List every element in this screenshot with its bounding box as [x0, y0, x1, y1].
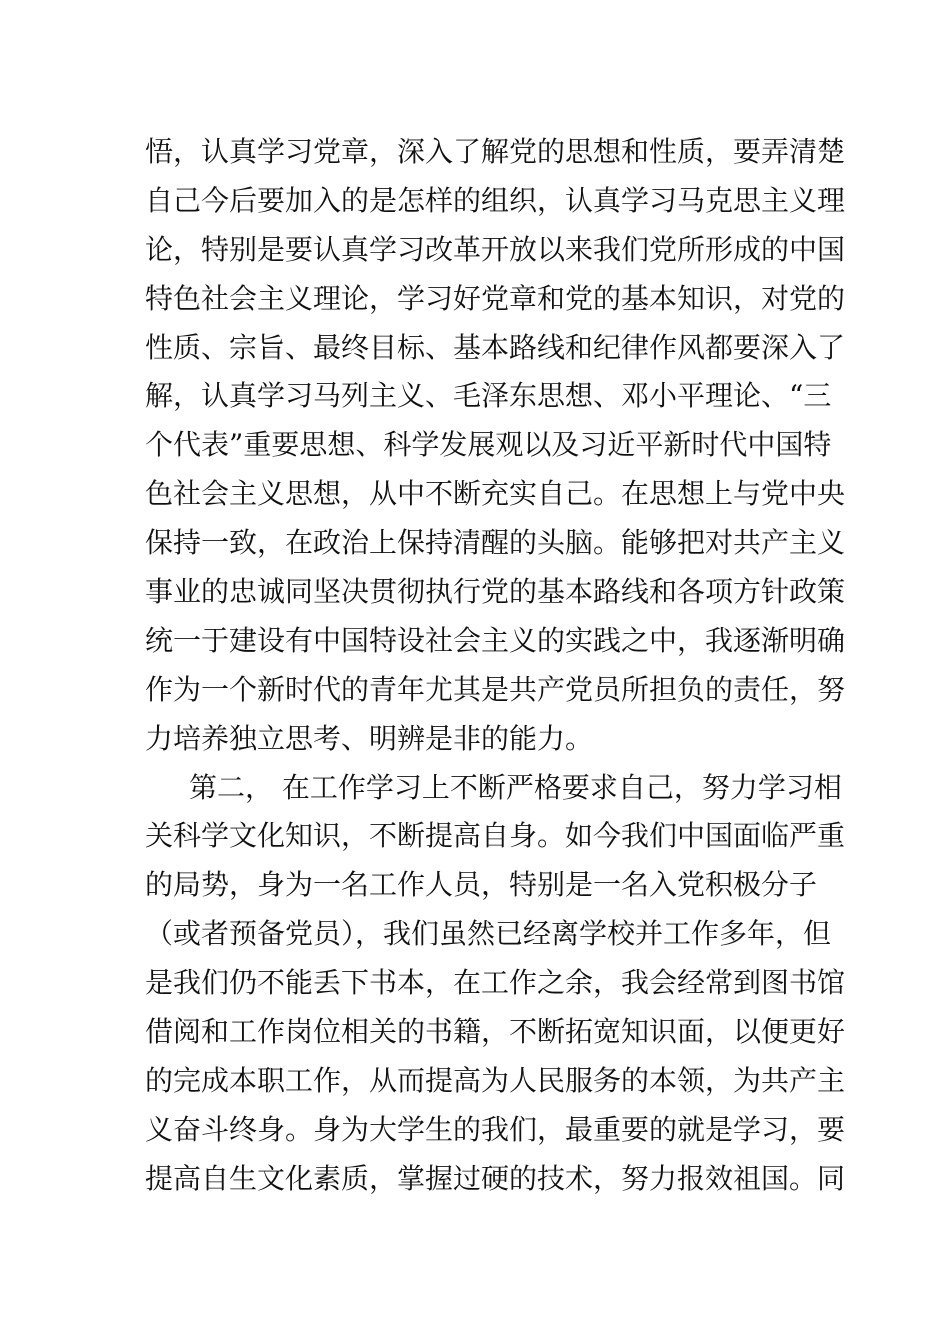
- text-line-22: 提高自生文化素质，掌握过硬的技术，努力报效祖国。同: [145, 1161, 846, 1195]
- text-line-18: 是我们仍不能丢下书本，在工作之余，我会经常到图书馆: [145, 966, 846, 1000]
- body-text: [145, 128, 846, 1204]
- text-line-21: 义奋斗终身。身为大学生的我们，最重要的就是学习，要: [145, 1112, 846, 1146]
- text-line-17: （或者预备党员），我们虽然已经离学校并工作多年，但: [145, 917, 832, 951]
- text-line-1: 悟，认真学习党章，深入了解党的思想和性质，要弄清楚: [145, 135, 846, 168]
- text-line-20: 的完成本职工作，从而提高为人民服务的本领，为共产主: [145, 1063, 846, 1097]
- text-line-3: 论，特别是要认真学习改革开放以来我们党所形成的中国: [145, 232, 846, 266]
- text-line-19: 借阅和工作岗位相关的书籍，不断拓宽知识面，以便更好: [145, 1015, 846, 1049]
- text-line-6: 解，认真学习马列主义、毛泽东思想、邓小平理论、“三: [145, 379, 832, 413]
- text-line-8: 色社会主义思想，从中不断充实自己。在思想上与党中央: [145, 477, 846, 511]
- text-line-10: 事业的忠诚同坚决贯彻执行党的基本路线和各项方针政策: [145, 575, 846, 609]
- text-line-15: 关科学文化知识，不断提高自身。如今我们中国面临严重: [145, 819, 846, 853]
- text-line-7: 个代表”重要思想、科学发展观以及习近平新时代中国特: [145, 428, 832, 462]
- text-line-13: 力培养独立思考、明辨是非的能力。: [145, 721, 594, 755]
- text-line-16: 的局势，身为一名工作人员，特别是一名入党积极分子: [145, 868, 818, 902]
- text-line-11: 统一于建设有中国特设社会主义的实践之中，我逐渐明确: [145, 623, 846, 657]
- text-line-5: 性质、宗旨、最终目标、基本路线和纪律作风都要深入了: [145, 330, 846, 364]
- text-line-4: 特色社会主义理论，学习好党章和党的基本知识，对党的: [145, 281, 846, 315]
- text-line-12: 作为一个新时代的青年尤其是共产党员所担负的责任，努: [145, 672, 846, 706]
- text-line-14: 第二， 在工作学习上不断严格要求自己，努力学习相: [189, 770, 842, 804]
- text-line-9: 保持一致，在政治上保持清醒的头脑。能够把对共产主义: [145, 526, 846, 560]
- text-line-2: 自己今后要加入的是怎样的组织，认真学习马克思主义理: [145, 183, 846, 217]
